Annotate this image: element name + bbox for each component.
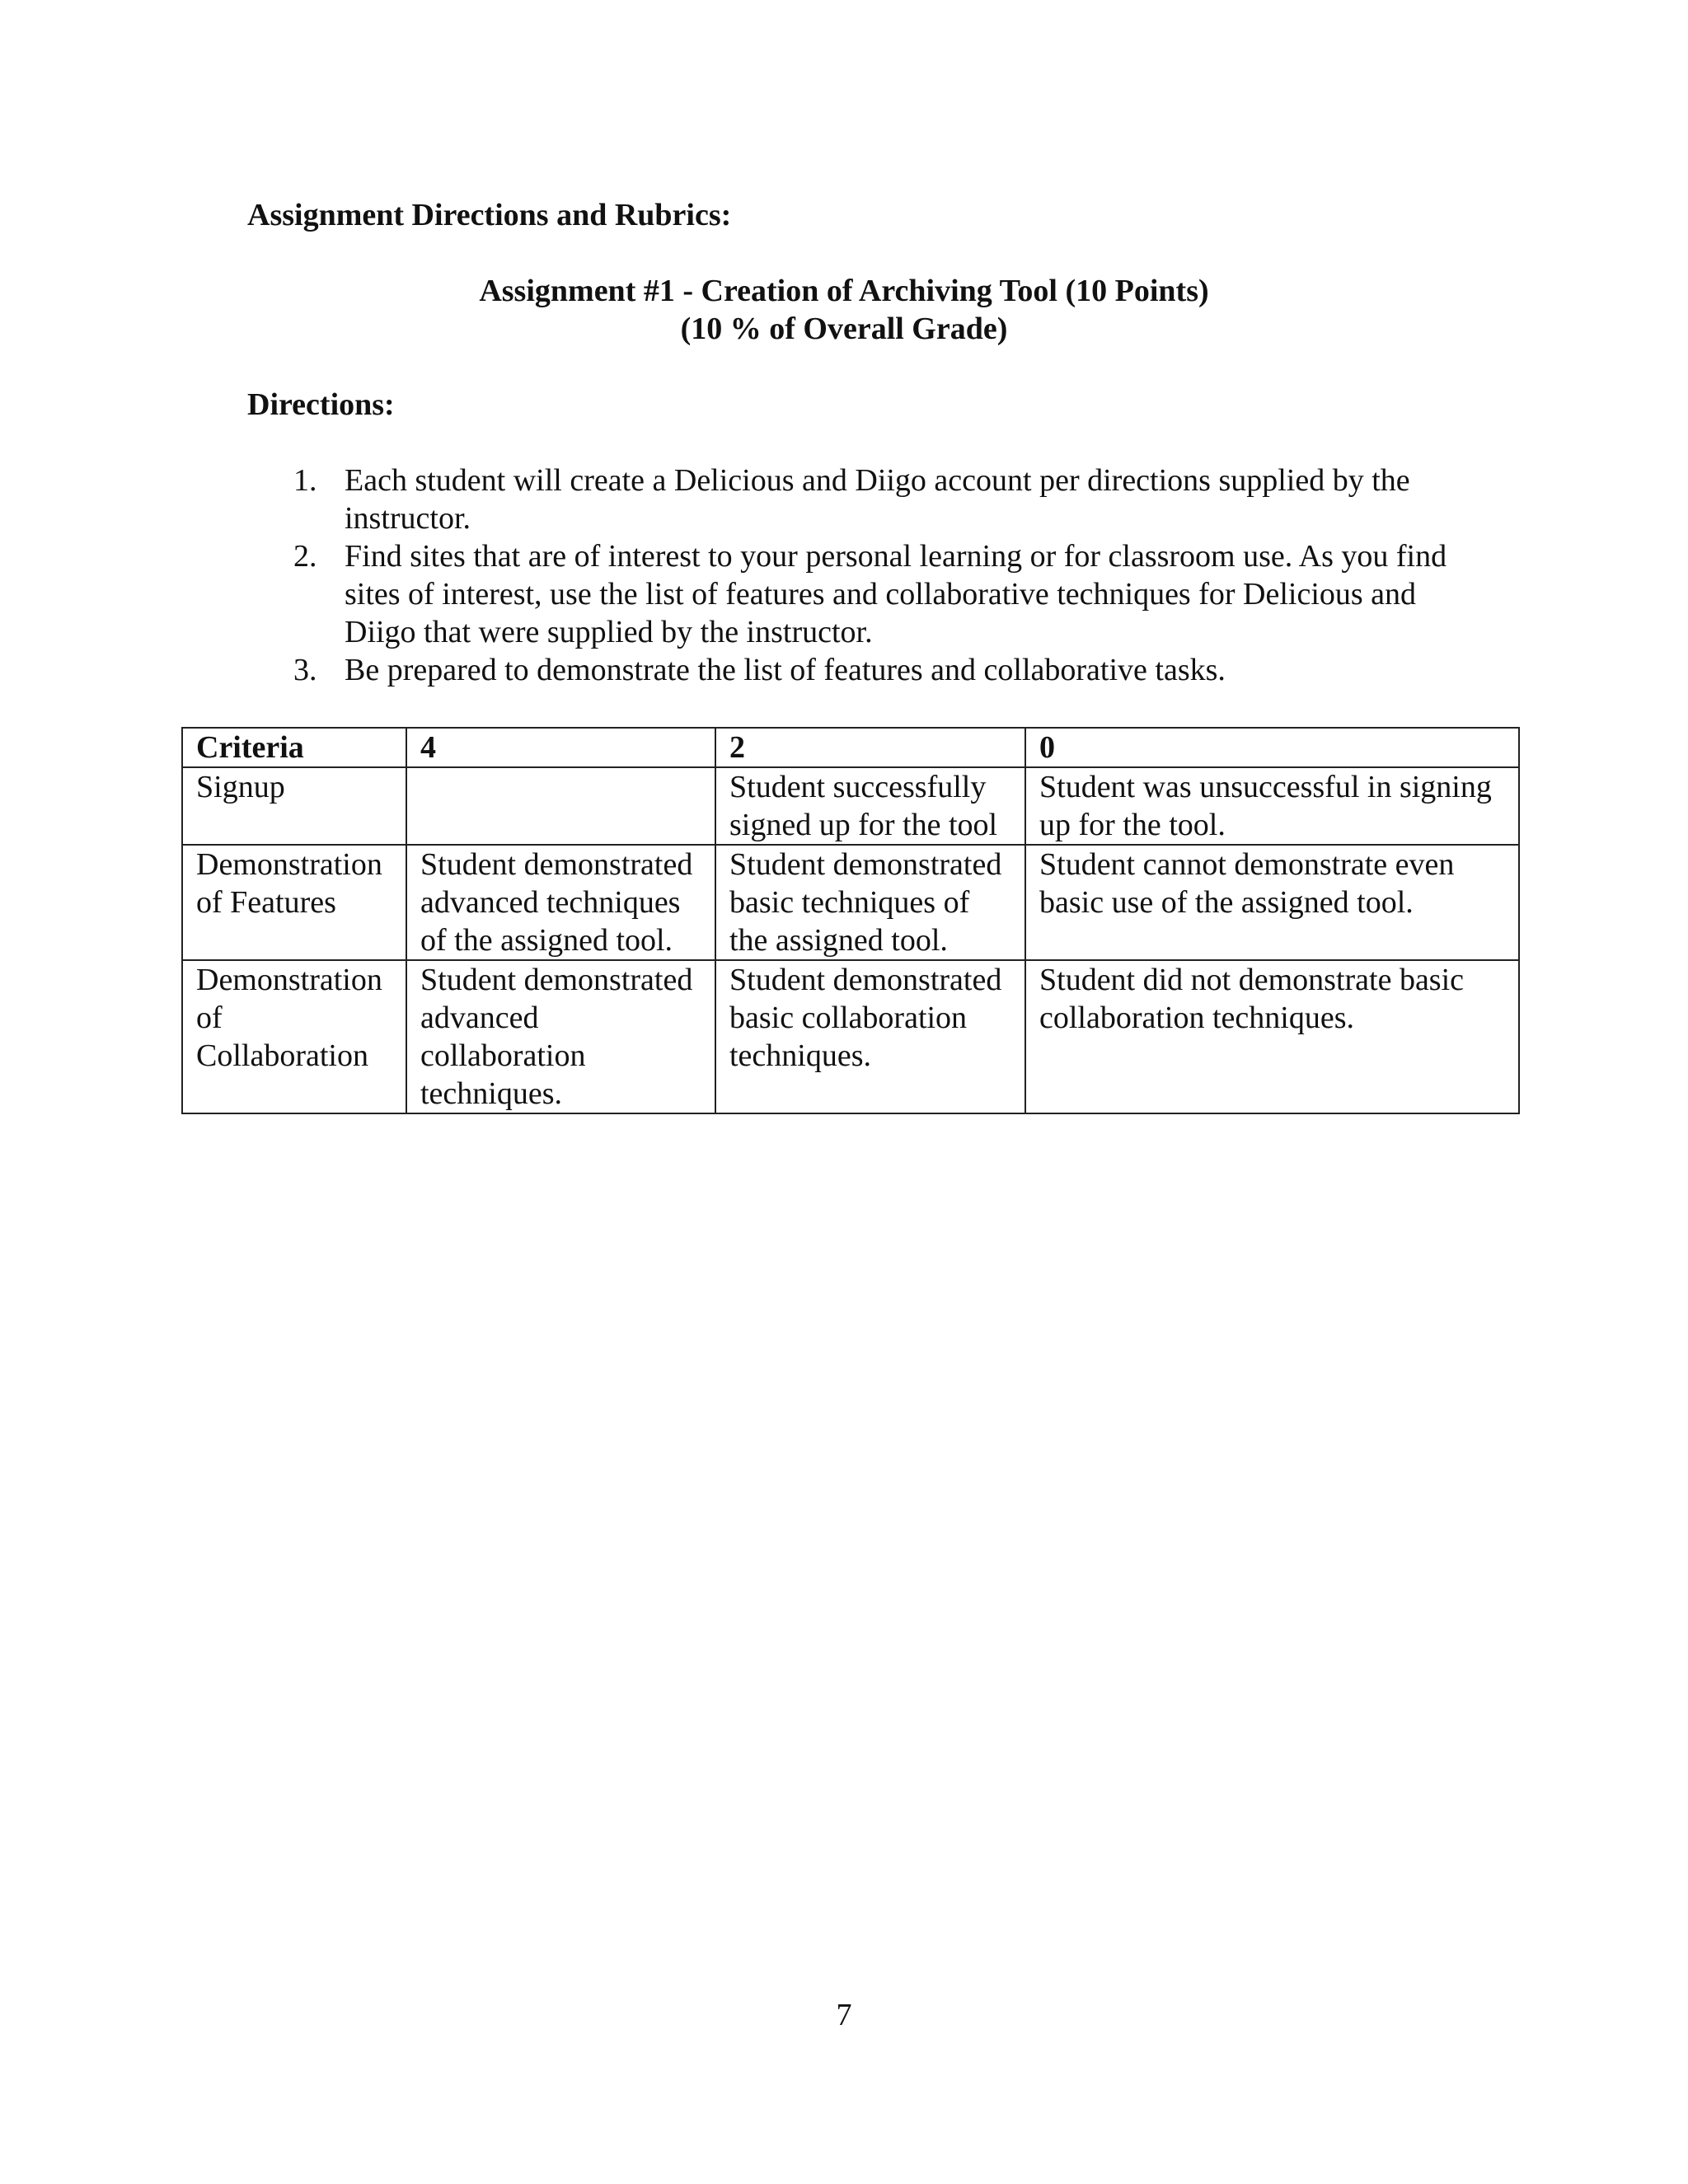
directions-heading: Directions: [247, 387, 395, 422]
assignment-title-line1: Assignment #1 - Creation of Archiving Tool (10 Points) [479, 274, 1209, 308]
list-item-text: Be prepared to demonstrate the list of features and collaborative tasks. [345, 653, 1226, 687]
page-number: 7 [836, 1998, 852, 2032]
table-cell: Student demonstrated basic techniques of the assigned tool. [715, 845, 1025, 960]
assignment-title [0, 272, 1688, 348]
list-item [288, 462, 1484, 537]
table-cell: Student demonstrated advanced collaboration techniques. [406, 960, 715, 1113]
table-row [182, 960, 1519, 1113]
table-cell: Student successfully signed up for the tool [715, 767, 1025, 845]
assignment-title-line2: (10 % of Overall Grade) [680, 312, 1008, 346]
header-score-4: 4 [406, 728, 715, 767]
table-cell: Student did not demonstrate basic collaboration techniques. [1025, 960, 1519, 1113]
table-cell: Student cannot demonstrate even basic use of the assigned tool. [1025, 845, 1519, 960]
table-cell: Signup [182, 767, 406, 845]
table-row [182, 845, 1519, 960]
section-heading: Assignment Directions and Rubrics: [247, 198, 732, 232]
list-item-text: Each student will create a Delicious and Diigo account per directions supplied by the instructor. [345, 463, 1410, 536]
header-score-2: 2 [715, 728, 1025, 767]
list-item-number: 1. [293, 463, 317, 498]
list-item [288, 537, 1484, 651]
list-item-number: 3. [293, 653, 317, 687]
directions-list [288, 462, 1484, 689]
table-cell: Student demonstrated basic collaboration techniques. [715, 960, 1025, 1113]
table-cell [406, 767, 715, 845]
table-cell: Student demonstrated advanced techniques of the assigned tool. [406, 845, 715, 960]
header-criteria: Criteria [182, 728, 406, 767]
table-cell: Student was unsuccessful in signing up for the tool. [1025, 767, 1519, 845]
list-item-number: 2. [293, 539, 317, 574]
list-item [288, 651, 1484, 689]
table-cell: Demonstration of Features [182, 845, 406, 960]
table-cell: Demonstration of Collaboration [182, 960, 406, 1113]
header-score-0: 0 [1025, 728, 1519, 767]
list-item-text: Find sites that are of interest to your personal learning or for classroom use. As you find sites of interest, use the list of features and collaborative techniques for Delicious and Diigo that were supplied by the instructor. [345, 539, 1447, 649]
table-row [182, 767, 1519, 845]
rubric-table [181, 727, 1520, 1114]
table-header-row [182, 728, 1519, 767]
